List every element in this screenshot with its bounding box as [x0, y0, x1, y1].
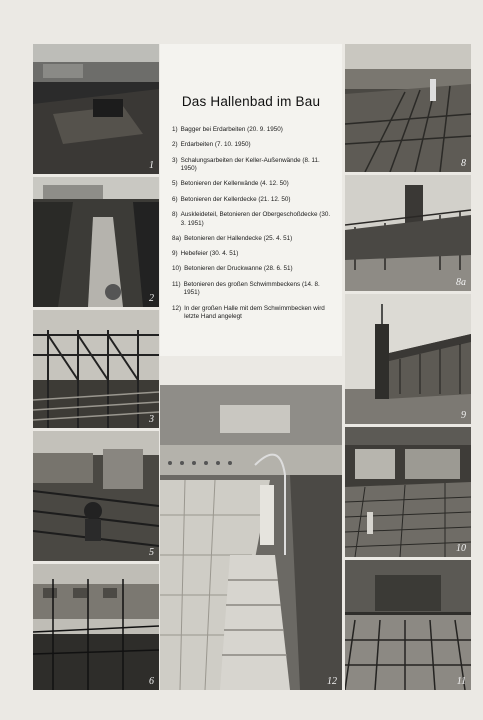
caption-item: 3) Schalungsarbeiten der Keller-Außenwände (8. 11. 1950)	[172, 156, 320, 173]
photo-number-10: 10	[456, 543, 466, 554]
caption-item: 11) Betonieren des großen Schwimmbeckens (14. 8. 1951)	[172, 280, 320, 297]
photo-number-1: 1	[149, 160, 154, 171]
photo-3-formwork	[33, 310, 159, 428]
caption-item: 8) Auskleideteil, Betonieren der Obergeschoßdecke (30. 3. 1951)	[172, 211, 331, 227]
photo-number-5: 5	[149, 547, 154, 558]
photo-12-hall-pool	[160, 385, 342, 690]
page-title: Das Hallenbad im Bau	[181, 94, 321, 109]
photo-6-basement-ceiling	[33, 564, 159, 690]
caption-legend	[160, 44, 342, 356]
photo-number-8: 8	[461, 158, 466, 169]
caption-item: 8a) Betonieren der Hallendecke (25. 4. 51)	[172, 234, 293, 242]
caption-list	[172, 126, 336, 328]
photo-number-3: 3	[149, 414, 154, 425]
caption-item: 10) Betonieren der Druckwanne (28. 6. 51)	[172, 265, 293, 273]
caption-item: 1) Bagger bei Erdarbeiten (20. 9. 1950)	[172, 126, 283, 133]
caption-item: 9) Hebefeier (30. 4. 51)	[172, 250, 239, 258]
caption-item: 6) Betonieren der Kellerdecke (21. 12. 50)	[172, 195, 291, 203]
caption-item: 12) In der großen Halle mit dem Schwimmbecken wird letzte Hand angelegt	[172, 304, 325, 321]
photo-number-8a: 8a	[456, 277, 466, 288]
photo-8a-hall-ceiling	[345, 175, 471, 291]
photo-9-topping-out	[345, 294, 471, 424]
caption-item: 5) Betonieren der Kellerwände (4. 12. 50)	[172, 180, 289, 188]
photo-number-6: 6	[149, 676, 154, 687]
photo-1-excavator	[33, 44, 159, 174]
photo-8-upper-ceiling	[345, 44, 471, 172]
photo-number-11: 11	[456, 676, 466, 687]
photo-10-pressure-tank	[345, 427, 471, 557]
photo-number-2: 2	[149, 293, 154, 304]
photo-5-basement-walls	[33, 431, 159, 561]
photo-number-12: 12	[327, 676, 337, 687]
photo-number-9: 9	[461, 410, 466, 421]
photo-2-earthworks	[33, 177, 159, 307]
photo-11-swimming-pool	[345, 560, 471, 690]
caption-item: 2) Erdarbeiten (7. 10. 1950)	[172, 141, 251, 149]
